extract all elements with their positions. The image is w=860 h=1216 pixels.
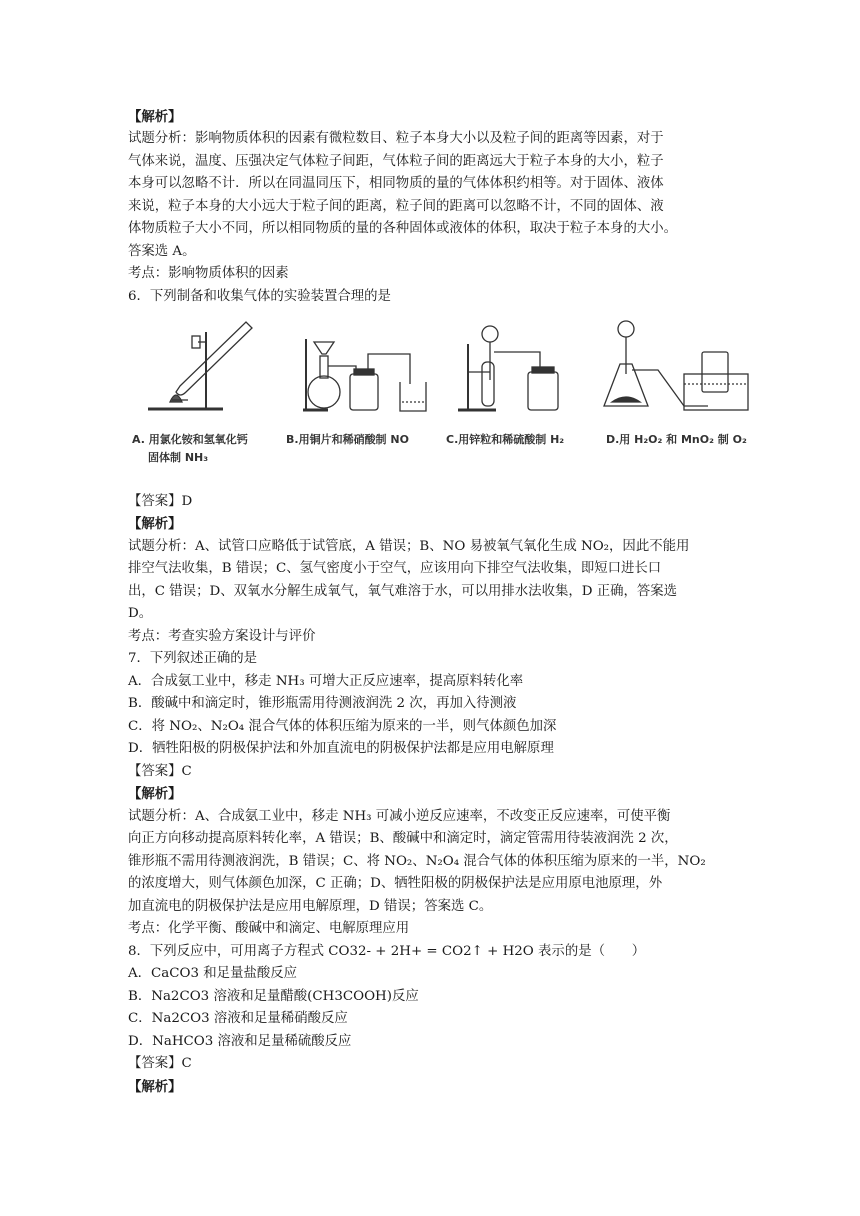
apparatus-b-icon xyxy=(303,339,426,411)
q7-option: B．酸碱中和滴定时，锥形瓶需用待测液润洗 2 次，再加入待测液 xyxy=(128,696,517,711)
q7-analysis-line: 锥形瓶不需用待测液润洗，B 错误；C、将 NO₂、N₂O₄ 混合气体的体积压缩为原来的一半，NO₂ xyxy=(128,854,706,869)
q5-analysis-line: 本身可以忽略不计．所以在同温同压下，相同物质的量的气体体积约相等。对于固体、液体 xyxy=(128,176,664,191)
q8-option: B．Na2CO3 溶液和足量醋酸(CH3COOH)反应 xyxy=(128,989,419,1004)
q7-analysis-line: 试题分析：A、合成氨工业中，移走 NH₃ 可减小逆反应速率，不改变正反应速率，可使平衡 xyxy=(128,809,671,824)
q6-analysis-line: D。 xyxy=(128,606,153,621)
apparatus-d-icon xyxy=(604,321,748,410)
q6-analysis-line: 试题分析：A、试管口应略低于试管底，A 错误；B、NO 易被氧气氧化生成 NO₂，因此不能用 xyxy=(128,539,690,554)
caption-d: D.用 H₂O₂ 和 MnO₂ 制 O₂ xyxy=(606,433,747,446)
q6-answer: 【答案】D xyxy=(128,494,193,509)
q6-point: 考点：考查实验方案设计与评价 xyxy=(128,629,316,644)
q8-answer: 【答案】C xyxy=(128,1056,192,1071)
q7-analysis-line: 的浓度增大，则气体颜色加深，C 正确；D、牺牲阳极的阴极保护法是应用原电池原理，外 xyxy=(128,876,663,891)
analysis-heading: 【解析】 xyxy=(128,1079,182,1095)
q7-analysis-line: 加直流电的阴极保护法是应用电解原理，D 错误；答案选 C。 xyxy=(128,899,493,914)
analysis-heading: 【解析】 xyxy=(128,516,182,532)
q5-analysis-line: 答案选 A。 xyxy=(128,244,196,259)
q8-option: A．CaCO3 和足量盐酸反应 xyxy=(128,966,298,981)
caption-a-cont: 固体制 NH₃ xyxy=(148,451,209,464)
q6-stem: 6．下列制备和收集气体的实验装置合理的是 xyxy=(128,289,391,304)
q8-option: D．NaHCO3 溶液和足量稀硫酸反应 xyxy=(128,1034,352,1049)
analysis-heading: 【解析】 xyxy=(128,786,182,802)
caption-b: B.用铜片和稀硝酸制 NO xyxy=(286,433,409,446)
q7-option: C．将 NO₂、N₂O₄ 混合气体的体积压缩为原来的一半，则气体颜色加深 xyxy=(128,719,557,734)
apparatus-c-icon xyxy=(458,326,558,410)
analysis-heading: 【解析】 xyxy=(128,109,182,125)
q7-answer: 【答案】C xyxy=(128,764,192,779)
q7-option: D．牺牲阳极的阴极保护法和外加直流电的阴极保护法都是应用电解原理 xyxy=(128,741,554,756)
caption-a: A. 用氯化铵和氢氧化钙 xyxy=(132,433,248,446)
q7-option: A．合成氨工业中，移走 NH₃ 可增大正反应速率，提高原料转化率 xyxy=(128,674,524,689)
caption-c: C.用锌粒和稀硫酸制 H₂ xyxy=(446,433,565,446)
q5-analysis-line: 体物质粒子大小不同，所以相同物质的量的各种固体或液体的体积，取决于粒子本身的大小。 xyxy=(128,221,678,236)
q8-option: C．Na2CO3 溶液和足量稀硝酸反应 xyxy=(128,1011,348,1026)
q7-point: 考点：化学平衡、酸碱中和滴定、电解原理应用 xyxy=(128,921,410,936)
q7-analysis-line: 向正方向移动提高原料转化率，A 错误；B、酸碱中和滴定时，滴定管需用待装液润洗 2 次， xyxy=(128,831,678,846)
q6-analysis-line: 排空气法收集，B 错误；C、氢气密度小于空气，应该用向下排空气法收集，即短口进长口 xyxy=(128,561,662,576)
q5-point: 考点：影响物质体积的因素 xyxy=(128,266,289,281)
q7-stem: 7．下列叙述正确的是 xyxy=(128,651,258,666)
q6-apparatus-figure xyxy=(128,314,760,484)
q5-analysis-line: 气体来说，温度、压强决定气体粒子间距，气体粒子间的距离远大于粒子本身的大小，粒子 xyxy=(128,154,664,169)
q5-analysis-line: 来说，粒子本身的大小远大于粒子间的距离，粒子间的距离可以忽略不计，不同的固体、液 xyxy=(128,199,664,214)
q8-stem: 8．下列反应中，可用离子方程式 CO32- + 2H+ = CO2↑ + H2O 表示的是（ ） xyxy=(128,944,646,959)
apparatus-drawings xyxy=(128,314,760,434)
q5-analysis-line: 试题分析：影响物质体积的因素有微粒数目、粒子本身大小以及粒子间的距离等因素，对于 xyxy=(128,131,664,146)
q6-analysis-line: 出，C 错误；D、双氧水分解生成氧气，氧气难溶于水，可以用排水法收集，D 正确，答案选 xyxy=(128,584,678,599)
apparatus-a-icon xyxy=(148,322,252,409)
